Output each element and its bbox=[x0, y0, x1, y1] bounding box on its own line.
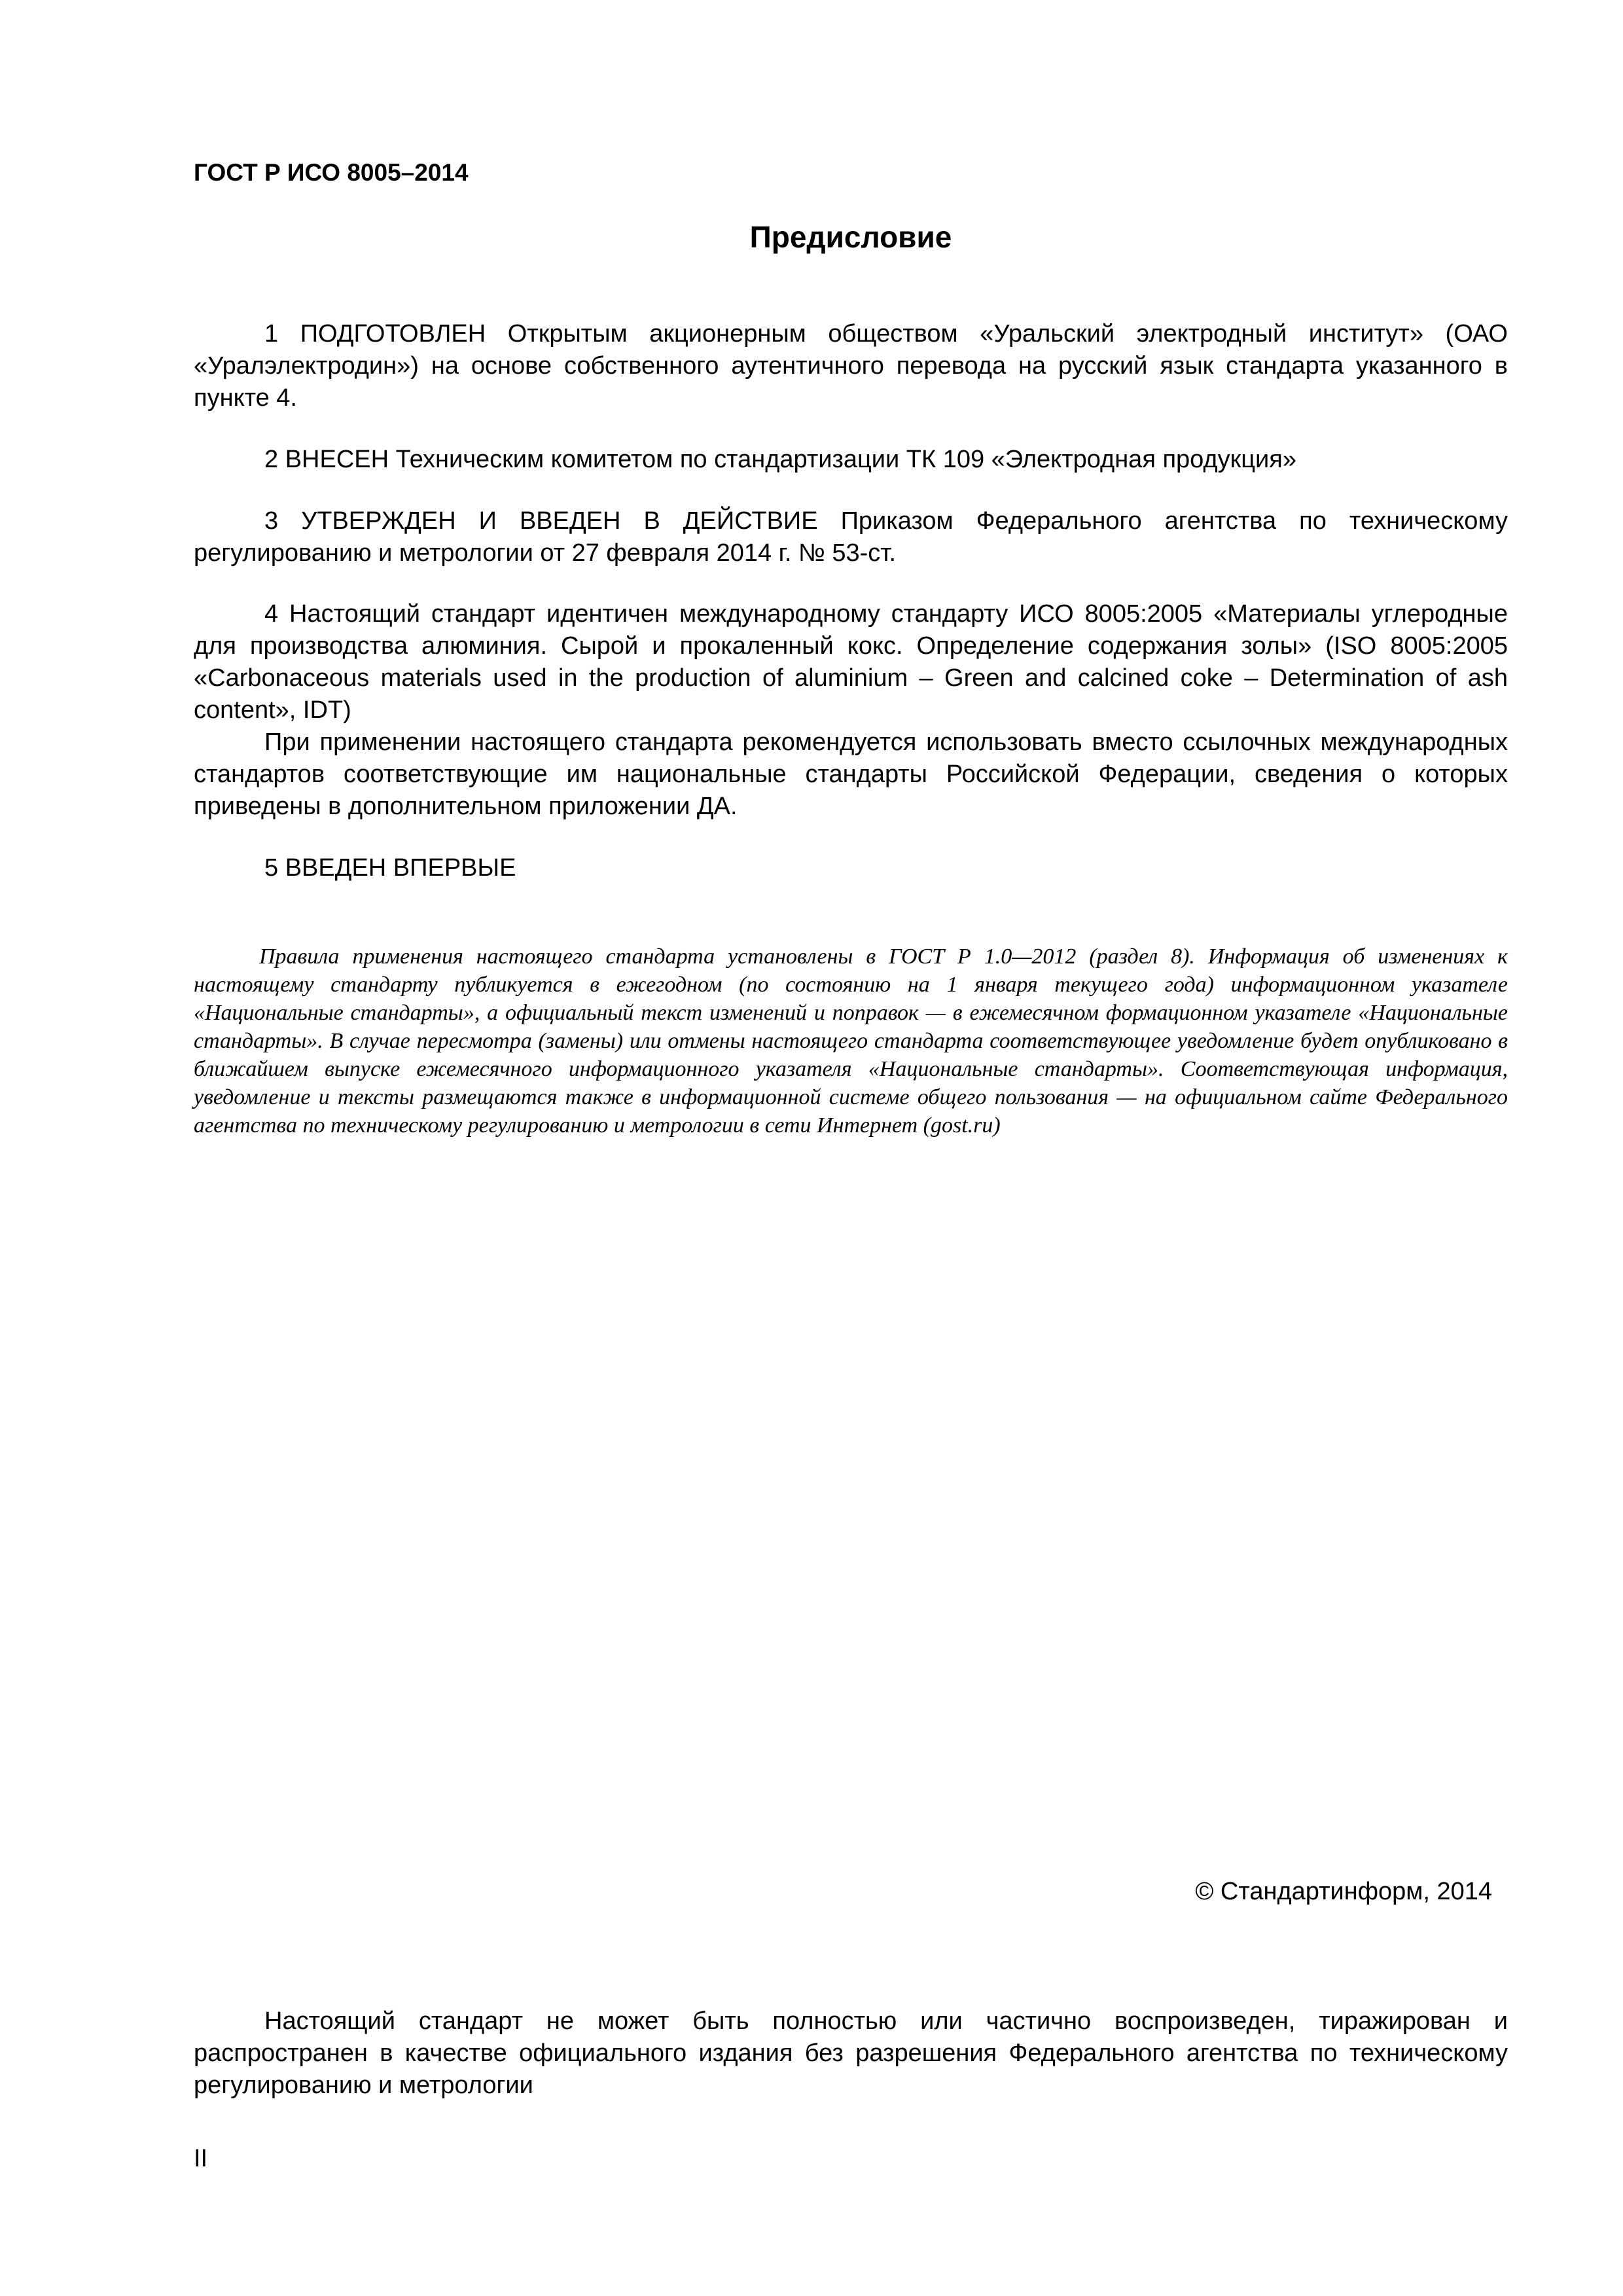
foreword-item-4-note: При применении настоящего стандарта рекомендуется использовать вместо ссылочных международных стандартов соответствующие им национальные стандарты Российской Федерации, сведения о которых приведены в дополнительном приложении ДА. bbox=[194, 728, 1508, 820]
foreword-item-5: 5 ВВЕДЕН ВПЕРВЫЕ bbox=[264, 854, 516, 882]
foreword-item-2: 2 ВНЕСЕН Техническим комитетом по стандартизации ТК 109 «Электродная продукция» bbox=[264, 446, 1296, 473]
foreword-item-3: 3 УТВЕРЖДЕН И ВВЕДЕН В ДЕЙСТВИЕ Приказом Федерального агентства по техническому регулированию и метрологии от 27 февраля 2014 г. № 53-ст. bbox=[194, 507, 1508, 567]
reproduction-notice: Настоящий стандарт не может быть полностью или частично воспроизведен, тиражирован и распространен в качестве официального издания без разрешения Федерального агентства по техническому регулированию и метрологии bbox=[194, 2007, 1508, 2099]
copyright-line: © Стандартинформ, 2014 bbox=[1195, 1878, 1492, 1905]
application-rules-notice: Правила применения настоящего стандарта установлены в ГОСТ Р 1.0—2012 (раздел 8). Информация об изменениях к настоящему стандарту публикуется в ежегодном (по состоянию на 1 января текущего года) информационном указателе «Национальные стандарты», а официальный текст изменений и поправок — в ежемесячном формационном указателе «Национальные стандарты». В случае пересмотра (замены) или отмены настоящего стандарта соответствующее уведомление будет опубликовано в ближайшем выпуске ежемесячного информационного указателя «Национальные стандарты». Соответствующая информация, уведомление и тексты размещаются также в информационной системе общего пользования — на официальном сайте Федерального агентства по техническому регулированию и метрологии в сети Интернет (gost.ru) bbox=[194, 944, 1508, 1138]
foreword-item-1: 1 ПОДГОТОВЛЕН Открытым акционерным обществом «Уральский электродный институт» (ОАО «Уралэлектродин») на основе собственного аутентичного перевода на русский язык стандарта указанного в пункте 4. bbox=[194, 320, 1508, 412]
page-title: Предисловие bbox=[749, 220, 952, 254]
document-code: ГОСТ Р ИСО 8005–2014 bbox=[194, 159, 469, 186]
page-number: II bbox=[194, 2145, 208, 2172]
foreword-item-4: 4 Настоящий стандарт идентичен международному стандарту ИСО 8005:2005 «Материалы углеродные для производства алюминия. Сырой и прокаленный кокс. Определение содержания золы» (ISO 8005:2005 «Carbonaceous materials used in the production of aluminium – Green and calcined coke – Determination of ash content», IDT) bbox=[194, 600, 1508, 724]
